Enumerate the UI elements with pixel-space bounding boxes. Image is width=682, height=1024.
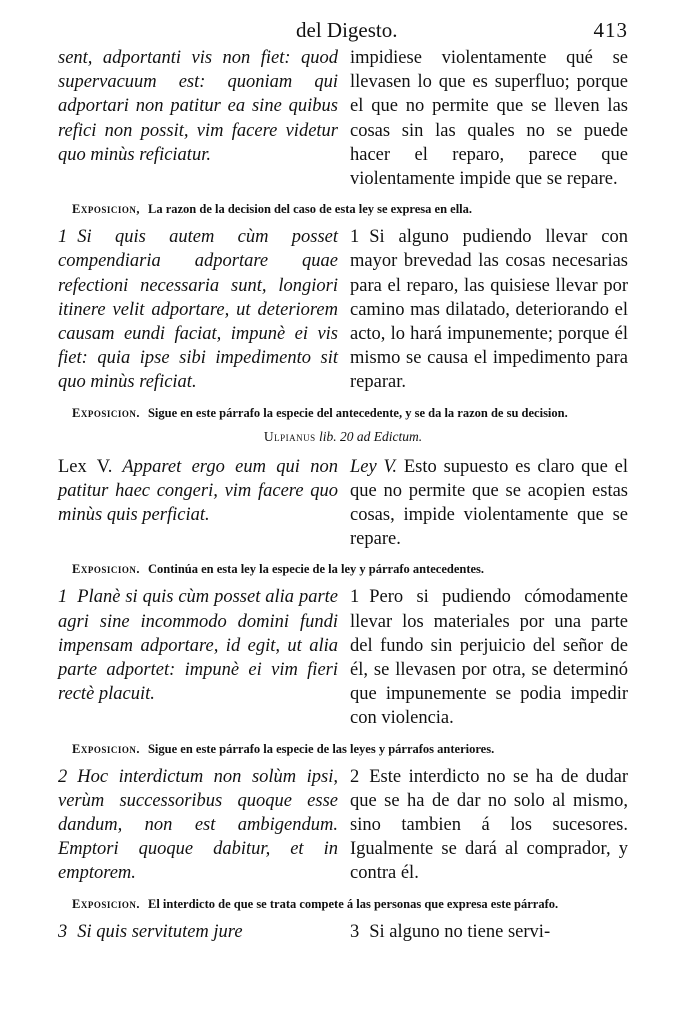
exposicion-label: Exposicion.: [72, 896, 140, 911]
exposicion-note: [72, 741, 628, 757]
paragraph-pair: [58, 765, 628, 886]
document-page: [58, 14, 628, 944]
exposicion-text: Sigue en este párrafo la especie del antecedente, y se da la razon de su decision.: [147, 405, 568, 420]
exposicion-label: Exposicion.: [72, 562, 140, 577]
source-reference: lib. 20 ad Edictum.: [319, 428, 423, 444]
latin-text: [58, 585, 338, 730]
spanish-body: Si alguno pudiendo llevar con mayor brevedad las cosas necesarias para el reparo, las quisiese llevar por camino mas dilatado, deteriorando el acto, lo hará impunemente; porque él mismo se causa el impedimento para reparar.: [350, 227, 628, 393]
paragraph-number: 2: [350, 766, 360, 787]
law-heading: Lex V.: [58, 456, 113, 477]
latin-text: [58, 225, 338, 394]
spanish-body: Este interdicto no se ha de dudar que se ha de dar no solo al mismo, sino tambien á los sucesores. Igualmente se dará al comprador, y contra él.: [350, 766, 628, 884]
exposicion-text: La razon de la decision del caso de esta ley se expresa en ella.: [147, 202, 473, 217]
paragraph-number: 2: [58, 766, 68, 787]
spanish-body: Esto supuesto es claro que el que no permite que se acopien estas cosas, impide violentamente que se repare.: [350, 456, 628, 550]
latin-text: [58, 455, 338, 552]
paragraph-pair: [58, 225, 628, 394]
paragraph-pair: [58, 920, 628, 944]
running-title: del Digesto.: [296, 18, 398, 42]
jurist-name: Ulpianus: [263, 428, 316, 444]
law-heading: Ley V.: [350, 456, 398, 477]
exposicion-label: Exposicion,: [72, 202, 140, 217]
exposicion-note: [72, 896, 628, 912]
exposicion-note: [72, 561, 628, 577]
paragraph-number: 1: [58, 587, 68, 608]
spanish-text: [350, 455, 628, 552]
latin-text: sent, adportanti vis non fiet: quod supervacuum est: quoniam qui adportari non patitur ea sine quibus refici non possit, vim facere videtur quo minùs reficiatur.: [58, 48, 338, 165]
paragraph-number: 1: [58, 227, 68, 248]
spanish-text: [350, 765, 628, 886]
exposicion-text: Sigue en este párrafo la especie de las leyes y párrafos anteriores.: [147, 741, 495, 756]
spanish-text: impidiese violentamente qué se llevasen lo que es superfluo; porque el que no permite que se lleven las cosas sin las quales no se puede hacer el reparo, parece que violentamente impide que se repare.: [350, 48, 628, 190]
page-number: 413: [593, 18, 628, 42]
paragraph-pair: [58, 46, 628, 191]
spanish-body: Pero si pudiendo cómodamente llevar los materiales por una parte del fundo sin perjuicio del señor de él, se llevasen por otra, se determinó que impunemente se podia impedir con violencia.: [350, 587, 628, 729]
latin-body: Hoc interdictum non solùm ipsi, verùm successoribus quoque esse dandum, non est ambigendum. Emptori quoque dabitur, et in emptorem.: [58, 766, 338, 884]
spanish-text: [350, 920, 628, 944]
source-attribution: [58, 429, 628, 445]
exposicion-text: El interdicto de que se trata compete á las personas que expresa este párrafo.: [147, 896, 559, 911]
latin-body: Si quis servitutem jure: [77, 921, 243, 942]
page-header: [58, 14, 628, 46]
latin-body: Planè si quis cùm posset alia parte agri sine incommodo domini fundi impensam adportare, id egit, ut alia parte adportet: impunè ei vim fieri rectè placuit.: [58, 587, 338, 705]
exposicion-label: Exposicion.: [72, 741, 140, 756]
exposicion-label: Exposicion.: [72, 405, 140, 420]
paragraph-number: 1: [350, 227, 360, 248]
exposicion-text: Continúa en esta ley la especie de la ley y párrafo antecedentes.: [147, 562, 485, 577]
spanish-body: Si alguno no tiene servi-: [369, 921, 551, 942]
latin-text: [58, 765, 338, 886]
exposicion-note: [72, 201, 628, 217]
paragraph-number: 3: [350, 921, 360, 942]
latin-body: Si quis autem cùm posset compendiaria adportare quae refectioni necessaria sunt, longiori itinere velit adportare, ut deteriorem causam eundi faciat, impunè ei vis fiet: quia ipse sibi impedimento sit quo minùs reficiat.: [58, 227, 338, 393]
paragraph-pair: [58, 455, 628, 552]
exposicion-note: [72, 405, 628, 421]
paragraph-pair: [58, 585, 628, 730]
paragraph-number: 1: [350, 587, 360, 608]
paragraph-number: 3: [58, 921, 68, 942]
spanish-text: [350, 585, 628, 730]
latin-body: Apparet ergo eum qui non patitur haec congeri, vim facere quo minùs quis perficiat.: [58, 456, 339, 526]
spanish-text: [350, 225, 628, 394]
latin-text: [58, 920, 338, 944]
